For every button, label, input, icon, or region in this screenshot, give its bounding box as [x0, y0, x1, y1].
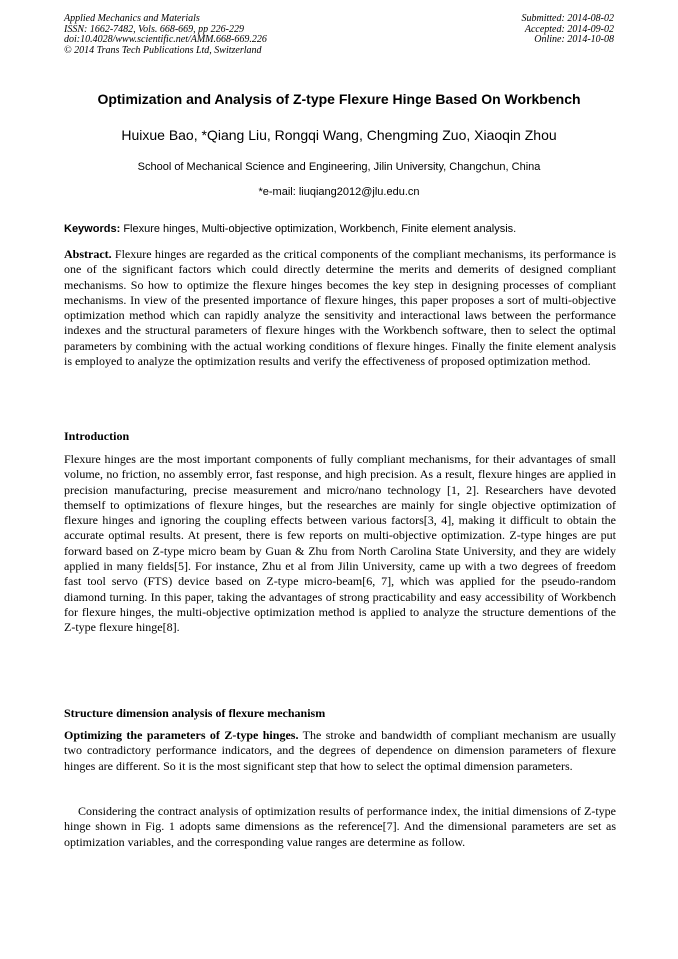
structure-paragraph-2: Considering the contract analysis of optimization results of performance index, the initial dimensions of Z-type hinge shown in Fig. 1 adopts same dimensions as the reference[7]. And the dimensional parameters are set as optimization variables, and the corresponding value ranges are determine as follow.	[64, 804, 616, 849]
author-list: Huixue Bao, *Qiang Liu, Rongqi Wang, Chengming Zuo, Xiaoqin Zhou	[121, 127, 557, 143]
keywords-line	[64, 223, 616, 235]
journal-issn: ISSN: 1662-7482, Vols. 668-669, pp 226-229	[64, 23, 244, 35]
online-date: Online: 2014-10-08	[534, 34, 614, 45]
introduction-paragraph: Flexure hinges are the most important components of fully compliant mechanisms, for their advantages of small volume, no friction, no assembly error, fast response, and high precision. As a result, flexure hinges are applied in precision manufacturing, precise measurement and micro/nano technology [1, 2]. Researchers have devoted themself to optimizations of flexure hinges, but the researches are mainly for single objective optimization of flexure hinges and ignoring the coupling effects between various factors[3, 4], making it difficult to obtain the accurate optimal results. At present, there is few reports on multi-objective optimization. Z-type hinges are put forward based on Z-type micro beam by Guan & Zhu from North Carolina State University, and they are widely applied in many fields[5]. For instance, Zhu et al from Jilin University, came up with a two degrees of freedom fast tool servo (FTS) device based on Z-type micro-beam[6, 7], which was applied for the pseudo-random diamond turning. In this paper, taking the advantages of strong practicability and easy accessibility of Workbench for flexure hinges, the multi-objective optimization method is applied to analyze the structure dementions of the Z-type flexure hinge[8].	[64, 452, 616, 635]
journal-doi[interactable]: doi:10.4028/www.scientific.net/AMM.668-669.226	[64, 34, 267, 45]
affiliation: School of Mechanical Science and Engineering, Jilin University, Changchun, China	[137, 161, 541, 173]
structure-paragraph-1-text: The stroke and bandwidth of compliant mechanism are usually two contradictory performance indicators, and the degrees of dependence on dimension parameters of flexure hinges are different. So it is the most significant step that how to select the optimal dimension parameters.	[64, 728, 616, 773]
abstract-paragraph	[64, 247, 616, 369]
paper-title: Optimization and Analysis of Z-type Flexure Hinge Based On Workbench	[97, 91, 581, 107]
structure-subheading: Optimizing the parameters of Z-type hinges.	[64, 728, 299, 742]
keywords-label: Keywords:	[64, 223, 121, 235]
journal-name: Applied Mechanics and Materials	[64, 13, 200, 24]
journal-copyright: © 2014 Trans Tech Publications Ltd, Switzerland	[64, 44, 262, 56]
abstract-label: Abstract.	[64, 247, 112, 261]
structure-paragraph-1	[64, 728, 616, 774]
corresponding-email[interactable]: *e-mail: liuqiang2012@jlu.edu.cn	[258, 186, 420, 198]
keywords-text: Flexure hinges, Multi-objective optimization, Workbench, Finite element analysis.	[123, 223, 517, 235]
introduction-heading: Introduction	[64, 429, 130, 443]
submitted-date: Submitted: 2014-08-02	[521, 13, 614, 24]
structure-heading: Structure dimension analysis of flexure mechanism	[64, 706, 326, 720]
submission-dates	[522, 14, 615, 46]
abstract-text: Flexure hinges are regarded as the critical components of the compliant mechanisms, its performance is one of the significant factors which could directly determine the merits and demerits of designed compliant mechanisms. So how to optimize the flexure hinges becomes the key step in designing processes of compliant mechanisms. In view of the presented importance of flexure hinges, this paper proposes a sort of multi-objective optimization method which can rapidly analyze the sensitivity and interactional laws between the performance indexes and the structural parameters of flexure hinges with the Workbench software, then to select the optimal parameters by combining with the actual working conditions of flexure hinges. Finally the finite element analysis is employed to analyze the optimization results and verify the effectiveness of proposed optimization method.	[64, 247, 617, 369]
accepted-date: Accepted: 2014-09-02	[524, 23, 614, 35]
journal-info	[64, 14, 267, 56]
